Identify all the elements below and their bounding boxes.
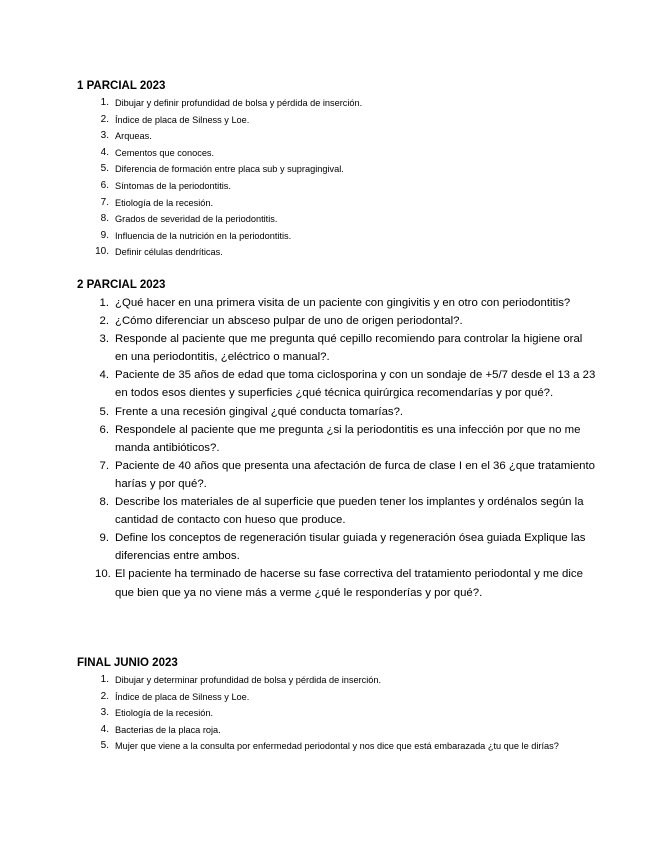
section-title: FINAL JUNIO 2023 — [77, 657, 178, 669]
list-item: 2. Índice de placa de Silness y Loe. — [100, 113, 250, 125]
list-item: 1. Dibujar y determinar profundidad de bolsa y pérdida de inserción. — [100, 674, 382, 685]
section-1-parcial — [77, 79, 597, 261]
list-item: 4. Bacterias de la placa roja. — [100, 723, 221, 735]
list-item: 5. Diferencia de formación entre placa sub y supragingival. — [100, 163, 344, 175]
list-item: 5. Frente a una recesión gingival ¿qué conducta tomarías?. — [99, 405, 404, 418]
list-item: 9. Influencia de la nutrición en la periodontitis. — [100, 229, 292, 241]
list-item: 1. Dibujar y definir profundidad de bolsa y pérdida de inserción. — [100, 97, 363, 108]
list-item: 7. Etiología de la recesión. — [100, 196, 214, 208]
section-final-junio — [77, 656, 597, 755]
list-item: 8. Describe los materiales de al superficie que pueden tener los implantes y ordénalos según la cantidad de contacto con hueso que produce. — [99, 496, 584, 527]
list-item: 2. ¿Cómo diferenciar un absceso pulpar de uno de origen periodontal?. — [99, 315, 463, 328]
list-item: 7. Paciente de 40 años que presenta una afectación de furca de clase I en el 36 ¿que tratamiento harías y por qué?. — [99, 459, 595, 490]
list-item: 3. Responde al paciente que me pregunta qué cepillo recomiendo para controlar la higiene oral en una periodontitis, ¿eléctrico o manual?. — [99, 333, 583, 364]
list-item: 6. Respondele al paciente que me pregunta ¿si la periodontitis es una infección por que no me manda antibióticos?. — [99, 423, 581, 454]
section-title: 1 PARCIAL 2023 — [77, 80, 166, 92]
list-item: 3. Arqueas. — [100, 130, 152, 142]
list-item: 1. ¿Qué hacer en una primera visita de un paciente con gingivitis y en otro con periodontitis? — [99, 297, 571, 309]
question-list — [77, 294, 597, 602]
list-item: 10. El paciente ha terminado de hacerse su fase correctiva del tratamiento periodontal y me dice que bien que ya no viene más a verme ¿qué le responderías y por qué?. — [95, 568, 583, 599]
section-title: 2 PARCIAL 2023 — [77, 279, 166, 291]
list-item: 4. Cementos que conoces. — [100, 146, 215, 158]
list-item: 10. Definir células dendríticas. — [95, 246, 223, 258]
list-item: 6. Síntomas de la periodontitis. — [100, 179, 231, 191]
list-item: 2. Índice de placa de Silness y Loe. — [100, 690, 250, 702]
question-list — [77, 672, 597, 755]
section-2-parcial — [77, 278, 597, 602]
question-list — [77, 95, 597, 261]
list-item: 8. Grados de severidad de la periodontitis. — [100, 213, 278, 225]
list-item: 4. Paciente de 35 años de edad que toma ciclosporina y con un sondaje de +5/7 desde el 13 a 23 en todos esos dientes y superficies ¿qué técnica quirúrgica recomendarías y por qué?. — [99, 369, 596, 400]
list-item: 3. Etiología de la recesión. — [100, 707, 214, 719]
list-item: 5. Mujer que viene a la consulta por enfermedad periodontal y nos dice que está embarazada ¿tu que le dirías? — [100, 740, 559, 752]
list-item: 9. Define los conceptos de regeneración tisular guiada y regeneración ósea guiada Explique las diferencias entre ambos. — [99, 532, 586, 563]
